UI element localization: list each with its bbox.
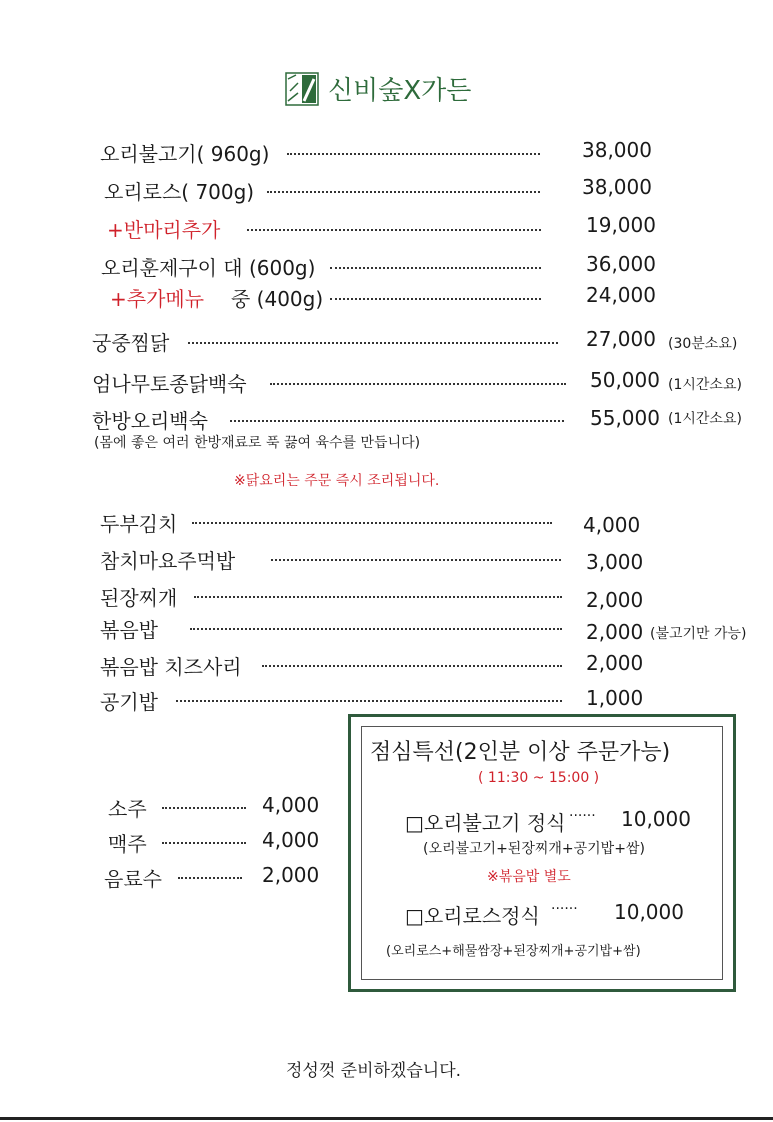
brand-name: 신비숲X가든: [328, 76, 472, 106]
menu-item-name: 궁중찜닭: [92, 331, 170, 355]
menu-item-price: 38,000: [582, 138, 652, 162]
lunch-set-name: □오리불고기 정식: [405, 811, 566, 835]
garden-logo-icon: [284, 71, 320, 107]
leader-dots: [267, 191, 540, 193]
menu-item-note: (불고기만 가능): [650, 626, 747, 642]
menu-item-price: 1,000: [586, 686, 644, 710]
drink-name: 음료수: [104, 867, 162, 891]
leader-dots-text: ······: [551, 901, 578, 917]
menu-item-price: 27,000: [586, 327, 656, 351]
menu-item-name: 공기밥: [100, 690, 158, 714]
menu-item-note: (30분소요): [668, 336, 738, 352]
menu-item-name: 두부김치: [100, 512, 178, 536]
menu-item-price: 55,000: [590, 406, 660, 430]
menu-item-name: 한방오리백숙: [92, 409, 208, 433]
menu-item-price: 50,000: [590, 368, 660, 392]
drink-name: 맥주: [108, 832, 147, 856]
leader-dots: [162, 842, 246, 844]
leader-dots: [262, 665, 562, 667]
leader-dots: [176, 700, 562, 702]
menu-item-name: 참치마요주먹밥: [100, 549, 236, 573]
brand-logo: [284, 70, 471, 107]
menu-item-note: (1시간소요): [668, 377, 742, 393]
menu-item-note: (1시간소요): [668, 411, 742, 427]
menu-item-name: 오리로스( 700g): [104, 180, 255, 204]
leader-dots: [271, 559, 561, 561]
leader-dots: [230, 420, 564, 422]
menu-item-price: 4,000: [583, 513, 641, 537]
drink-price: 4,000: [262, 793, 320, 817]
lunch-special-title: 점심특선(2인분 이상 주문가능): [370, 740, 671, 765]
leader-dots: [190, 628, 562, 630]
menu-item-prefix: +추가메뉴: [110, 287, 205, 311]
footer-message: 정성껏 준비하겠습니다.: [286, 1061, 462, 1081]
leader-dots: [192, 522, 552, 524]
leader-dots: [287, 153, 540, 155]
menu-item-name: 볶음밥: [100, 618, 158, 642]
lunch-set-price: 10,000: [614, 900, 684, 924]
leader-dots: [270, 383, 566, 385]
drink-price: 2,000: [262, 863, 320, 887]
bottom-divider: [0, 1117, 773, 1120]
leader-dots: [330, 298, 541, 300]
menu-item-price: 2,000: [586, 651, 644, 675]
chicken-notice: ※닭요리는 주문 즉시 조리됩니다.: [234, 473, 440, 489]
drink-price: 4,000: [262, 828, 320, 852]
menu-item-price: 24,000: [586, 283, 656, 307]
leader-dots-text: ······: [569, 808, 596, 824]
lunch-set-composition: (오리로스+해물쌈장+된장찌개+공기밥+쌈): [386, 944, 641, 959]
menu-item-price: 36,000: [586, 252, 656, 276]
leader-dots: [247, 229, 541, 231]
menu-item-name: 중 (400g): [231, 287, 324, 311]
menu-item-name: 볶음밥 치즈사리: [100, 655, 242, 679]
menu-item-name: +반마리추가: [107, 218, 221, 242]
leader-dots: [162, 807, 246, 809]
menu-item-price: 2,000: [586, 588, 644, 612]
menu-item-name: 오리불고기( 960g): [100, 142, 270, 166]
menu-item-price: 2,000: [586, 620, 644, 644]
menu-item-price: 19,000: [586, 213, 656, 237]
lunch-set-composition: (오리불고기+된장찌개+공기밥+쌈): [423, 841, 645, 857]
fried-rice-note: ※볶음밥 별도: [487, 869, 571, 885]
menu-item-price: 3,000: [586, 550, 644, 574]
menu-item-name: 엄나무토종닭백숙: [92, 372, 247, 396]
lunch-special-hours: ( 11:30 ~ 15:00 ): [478, 770, 600, 786]
menu-item-price: 38,000: [582, 175, 652, 199]
lunch-set-price: 10,000: [621, 807, 691, 831]
menu-item-name: 오리훈제구이 대 (600g): [101, 256, 316, 280]
leader-dots: [188, 342, 558, 344]
leader-dots: [330, 267, 541, 269]
leader-dots: [178, 877, 242, 879]
herbal-description: (몸에 좋은 여러 한방재료로 푹 끓여 육수를 만듭니다): [94, 435, 421, 451]
leader-dots: [194, 596, 562, 598]
menu-item-name: 된장찌개: [100, 586, 178, 610]
drink-name: 소주: [108, 797, 147, 821]
lunch-set-name: □오리로스정식: [405, 904, 540, 928]
